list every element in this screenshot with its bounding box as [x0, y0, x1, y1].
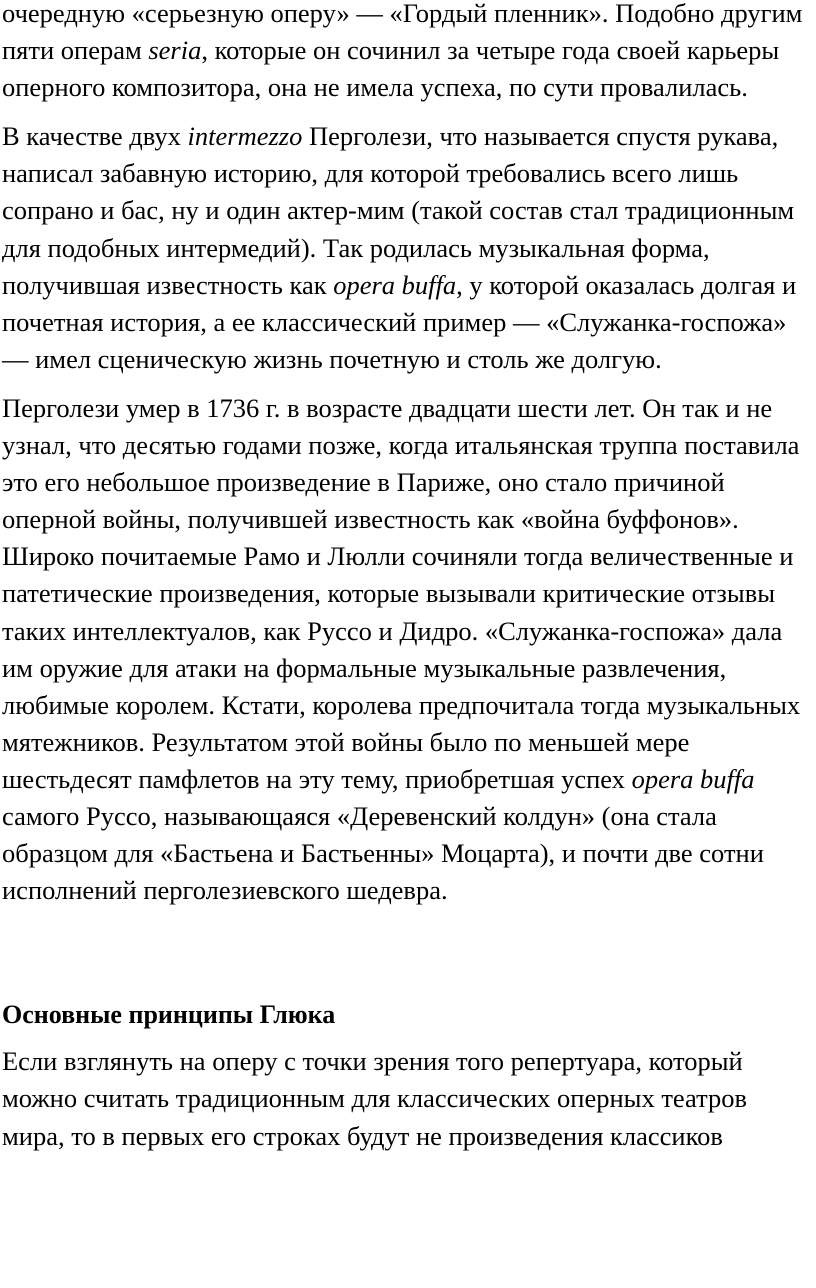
text-run: , которые он сочинил за четыре года своей карьеры оперного композитора, она не имела успеха, по сути провалилась.	[2, 35, 780, 103]
section-heading: Основные принципы Глюка	[2, 1000, 336, 1030]
italic-term: opera buffa	[631, 763, 755, 794]
paragraph-1	[2, 0, 810, 106]
italic-term: seria	[148, 35, 202, 66]
paragraph-2	[2, 118, 810, 378]
text-run: очередную «серьезную оперу» — «Гордый пленник». Подобно другим пяти операм	[2, 0, 803, 66]
paragraph-3	[2, 390, 810, 909]
text-run: В качестве двух	[2, 121, 188, 152]
text-run: Перголези умер в 1736 г. в возрасте двадцати шести лет. Он так и не узнал, что десятью годами позже, когда итальянская труппа поставила это его небольшое произведение в Париже, оно стало причиной оперной войны, получившей известность как «война буффонов». Широко почитаемые Рамо и Люлли сочиняли тогда величественные и патетические произведения, которые вызывали критические отзывы таких интеллектуалов, как Руссо и Дидро. «Служанка-госпожа» дала им оружие для атаки на формальные музыкальные развлечения, любимые королем. Кстати, королева предпочитала тогда музыкальных мятежников. Результатом этой войны было по меньшей мере шестьдесят памфлетов на эту тему, приобретшая успех	[2, 392, 801, 794]
text-run: самого Руссо, называющаяся «Деревенский колдун» (она стала образцом для «Бастьена и Бастьенны» Моцарта), и почти две сотни исполнений перголезиевского шедевра.	[2, 800, 764, 906]
italic-term: opera buffa	[333, 269, 457, 300]
text-run: , у которой оказалась долгая и почетная история, а ее классический пример — «Служанка-госпожа» — имел сценическую жизнь почетную и столь же долгую.	[2, 269, 797, 374]
text-run: Если взглянуть на оперу с точки зрения того репертуара, который можно считать традиционным для классических оперных театров мира, то в первых его строках будут не произведения классиков	[2, 1046, 747, 1151]
text-run: Перголези, что называется спустя рукава, написал забавную историю, для которой требовались всего лишь сопрано и бас, ну и один актер-мим (такой состав стал традиционным для подобных интермедий). Так родилась музыкальная форма, получившая известность как	[2, 121, 795, 300]
paragraph-4	[2, 1043, 810, 1154]
italic-term: intermezzo	[187, 121, 303, 152]
